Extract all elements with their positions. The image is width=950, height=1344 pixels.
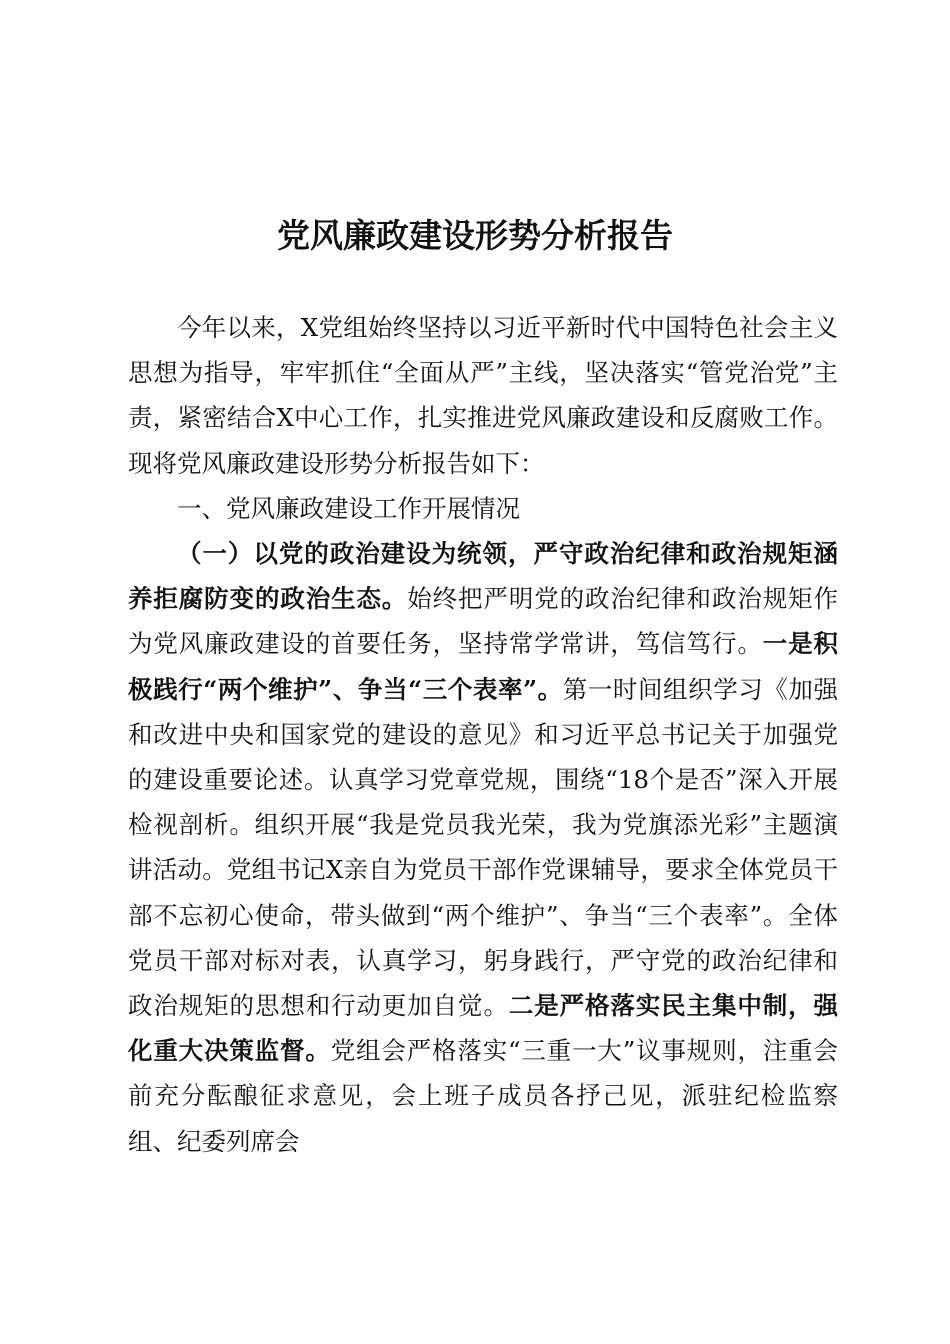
subsection-heading: （一）以党的政治建设为统领，严守政治纪律和政治规矩涵养拒腐防变的政治生态。 — [128, 539, 838, 614]
subsection-text: 始终把严明党的政治纪律和政治规矩作为党风廉政建设的首要任务，坚持常学常讲，笃信笃行。 — [128, 584, 839, 659]
subsection-paragraph — [128, 531, 838, 1164]
document-title: 党风廉政建设形势分析报告 — [277, 216, 673, 255]
section-heading: 一、党风廉政建设工作开展情况 — [177, 493, 520, 523]
point-two-heading: 二是严格落实民主集中制，强化重大决策监督。 — [128, 991, 839, 1066]
point-one-text: 第一时间组织学习《加强和改进中央和国家党的建设的意见》和习近平总书记关于加强党的建设重要论述。认真学习党章党规，围绕“18个是否”深入开展检视剖析。组织开展“我是党员我光荣，我为党旗添光彩”主题演讲活动。党组书记X亲自为党员干部作党课辅导，要求全体党员干部不忘初心使命，带头做到“两个维护”、争当“三个表率”。全体党员干部对标对表，认真学习，躬身践行，严守党的政治纪律和政治规矩的思想和行动更加自觉。 — [128, 674, 838, 1021]
point-two-text: 党组会严格落实“三重一大”议事规则，注重会前充分酝酿征求意见，会上班子成员各抒己见，派驻纪检监察组、纪委列席会 — [128, 1036, 838, 1156]
point-one-heading: 一是积极践行“两个维护”、争当“三个表率”。 — [128, 629, 839, 704]
document-body — [128, 305, 838, 1164]
intro-paragraph: 今年以来，X党组始终坚持以习近平新时代中国特色社会主义思想为指导，牢牢抓住“全面从严”主线，坚决落实“管党治党”主责，紧密结合X中心工作，扎实推进党风廉政建设和反腐败工作。现将党风廉政建设形势分析报告如下： — [128, 313, 838, 478]
